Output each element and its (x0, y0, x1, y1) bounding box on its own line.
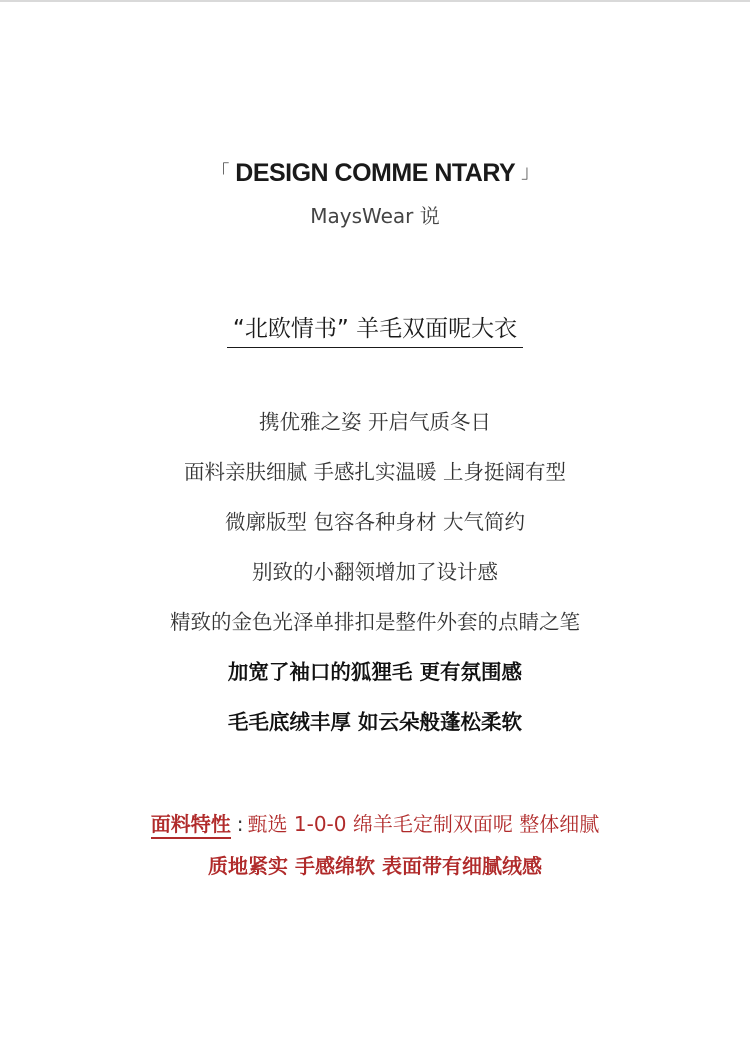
fabric-features (0, 806, 750, 890)
description-line: 面料亲肤细腻 手感扎实温暖 上身挺阔有型 (183, 460, 567, 484)
fabric-feature-row (0, 806, 750, 848)
fabric-emphasis-row (0, 848, 750, 890)
description-list (0, 404, 750, 754)
description-line: 别致的小翻领增加了设计感 (252, 560, 498, 584)
description-line-highlight: 毛毛底绒丰厚 如云朵般蓬松柔软 (227, 710, 523, 734)
fabric-emphasis: 质地紧实 手感绵软 表面带有细腻绒感 (208, 854, 542, 878)
brand-subtitle: MaysWear 说 (310, 204, 440, 228)
description-line: 携优雅之姿 开启气质冬日 (258, 410, 492, 434)
fabric-features-label: 面料特性 (151, 812, 231, 839)
description-line: 微廓版型 包容各种身材 大气简约 (224, 510, 526, 534)
close-bracket: 」 (521, 162, 539, 182)
fabric-colon: : (236, 812, 244, 836)
description-line: 精致的金色光泽单排扣是整件外套的点睛之笔 (170, 610, 580, 634)
description-line-highlight: 加宽了袖口的狐狸毛 更有氛围感 (227, 660, 523, 684)
design-commentary-text: DESIGN COMME NTARY (235, 159, 515, 187)
design-commentary-title (0, 158, 750, 188)
top-divider (0, 0, 750, 2)
product-title: “北欧情书” 羊毛双面呢大衣 (227, 310, 523, 348)
open-bracket: 「 (211, 162, 229, 182)
commentary-header (0, 158, 750, 229)
fabric-description: 甄选 1-0-0 绵羊毛定制双面呢 整体细腻 (247, 812, 600, 836)
product-heading (0, 310, 750, 348)
